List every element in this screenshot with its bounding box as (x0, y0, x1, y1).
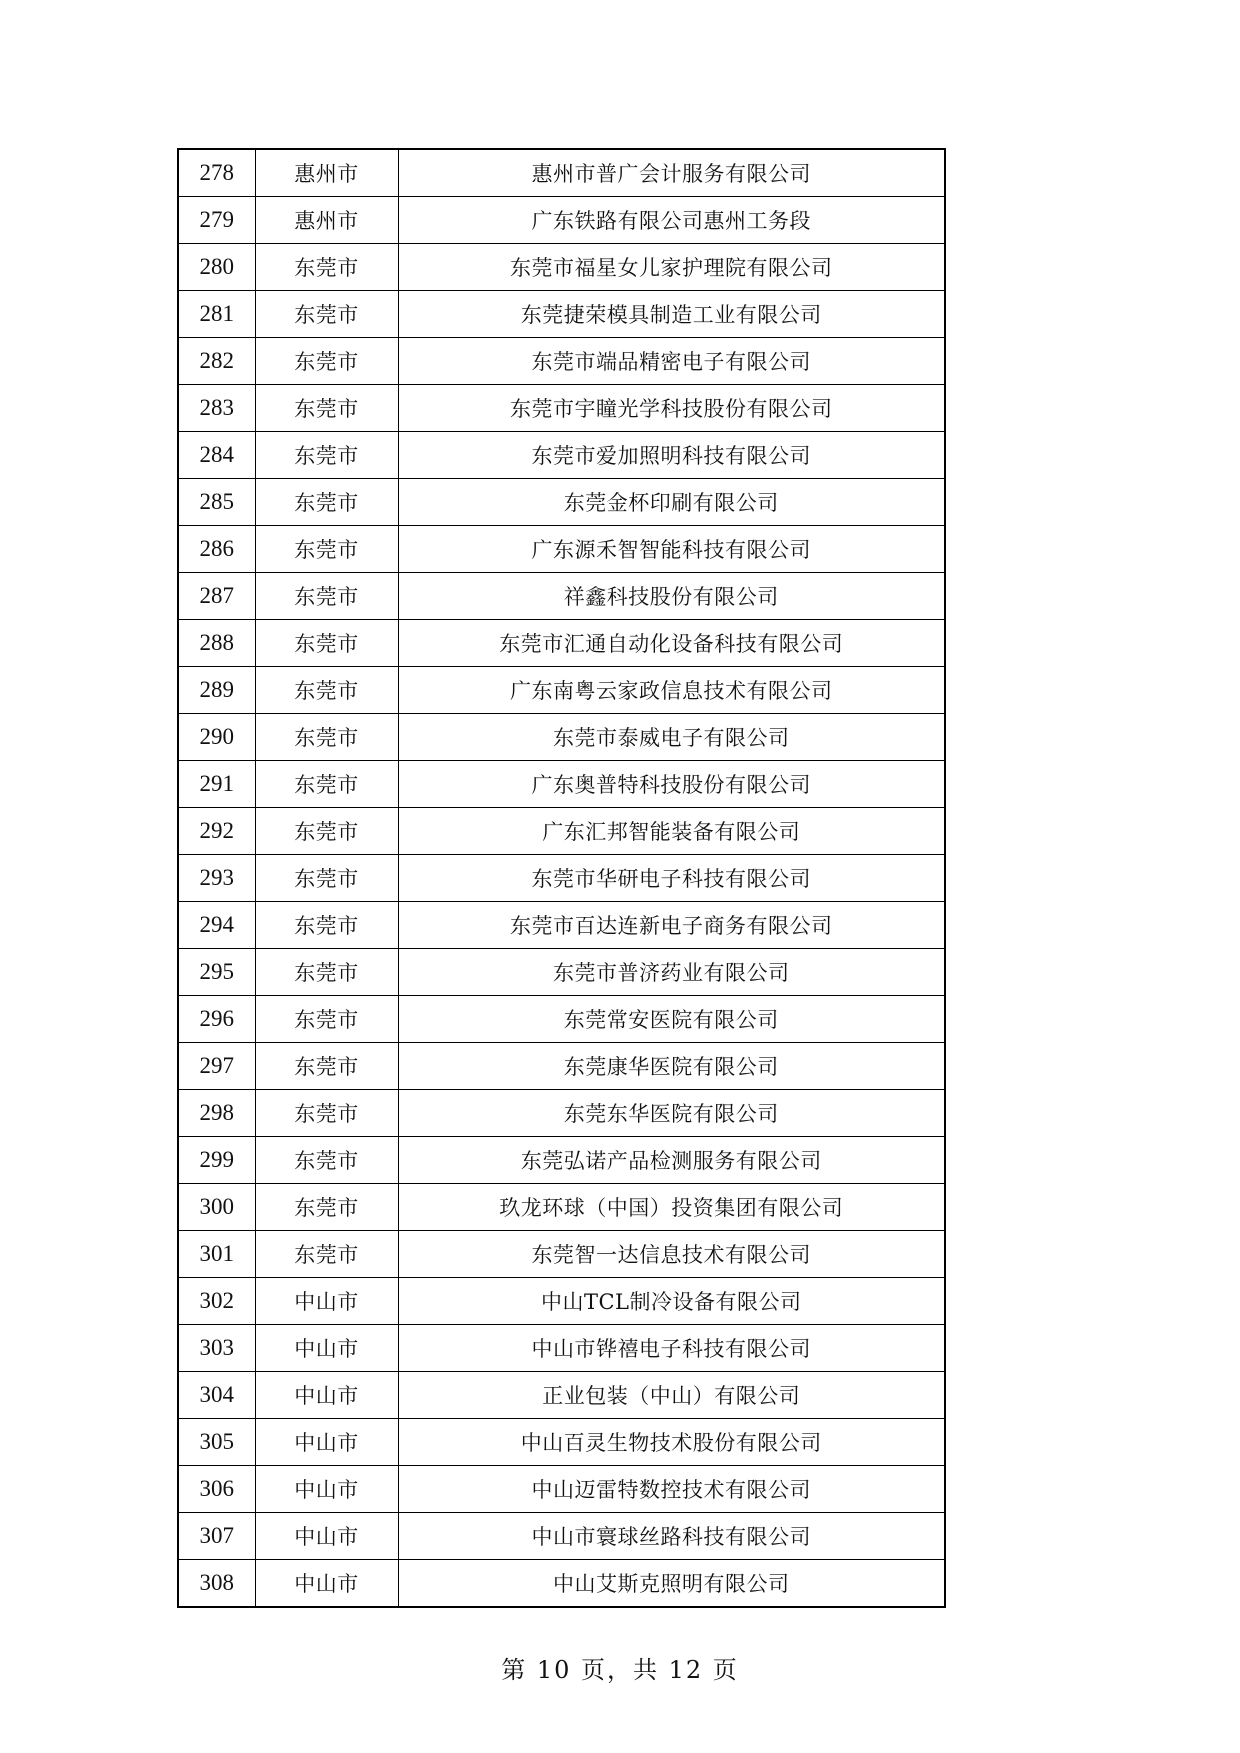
row-company: 中山市寰球丝路科技有限公司 (398, 1513, 945, 1560)
table-row (178, 1560, 945, 1608)
row-company: 东莞市泰威电子有限公司 (398, 714, 945, 761)
row-city: 中山市 (255, 1560, 398, 1608)
row-company: 广东铁路有限公司惠州工务段 (398, 197, 945, 244)
row-city: 东莞市 (255, 949, 398, 996)
row-company: 正业包装（中山）有限公司 (398, 1372, 945, 1419)
row-city: 中山市 (255, 1372, 398, 1419)
row-city: 东莞市 (255, 1137, 398, 1184)
table-row (178, 714, 945, 761)
row-city: 东莞市 (255, 902, 398, 949)
row-city: 东莞市 (255, 855, 398, 902)
row-number: 303 (178, 1325, 255, 1372)
row-company: 东莞康华医院有限公司 (398, 1043, 945, 1090)
row-city: 东莞市 (255, 1231, 398, 1278)
row-company: 广东南粤云家政信息技术有限公司 (398, 667, 945, 714)
row-number: 298 (178, 1090, 255, 1137)
row-company: 东莞智一达信息技术有限公司 (398, 1231, 945, 1278)
table-row (178, 432, 945, 479)
table-row (178, 761, 945, 808)
table-row (178, 526, 945, 573)
row-city: 中山市 (255, 1419, 398, 1466)
row-number: 278 (178, 149, 255, 197)
row-number: 289 (178, 667, 255, 714)
row-company: 广东奥普特科技股份有限公司 (398, 761, 945, 808)
table-row (178, 1090, 945, 1137)
row-city: 中山市 (255, 1513, 398, 1560)
row-company: 玖龙环球（中国）投资集团有限公司 (398, 1184, 945, 1231)
row-company: 东莞市宇瞳光学科技股份有限公司 (398, 385, 945, 432)
row-number: 306 (178, 1466, 255, 1513)
table-row (178, 667, 945, 714)
row-number: 286 (178, 526, 255, 573)
row-city: 东莞市 (255, 338, 398, 385)
table-row (178, 855, 945, 902)
row-number: 299 (178, 1137, 255, 1184)
row-city: 东莞市 (255, 996, 398, 1043)
table-row (178, 1043, 945, 1090)
row-company: 东莞金杯印刷有限公司 (398, 479, 945, 526)
row-company: 祥鑫科技股份有限公司 (398, 573, 945, 620)
row-company: 东莞市爱加照明科技有限公司 (398, 432, 945, 479)
row-company: 东莞弘诺产品检测服务有限公司 (398, 1137, 945, 1184)
table-row (178, 385, 945, 432)
row-company: 中山艾斯克照明有限公司 (398, 1560, 945, 1608)
row-city: 东莞市 (255, 1090, 398, 1137)
row-number: 307 (178, 1513, 255, 1560)
table-row (178, 1372, 945, 1419)
table-row (178, 573, 945, 620)
row-number: 282 (178, 338, 255, 385)
row-number: 300 (178, 1184, 255, 1231)
page-footer: 第 10 页，共 12 页 (501, 1656, 739, 1684)
row-company: 东莞常安医院有限公司 (398, 996, 945, 1043)
row-city: 东莞市 (255, 526, 398, 573)
table-row (178, 620, 945, 667)
row-number: 301 (178, 1231, 255, 1278)
row-number: 288 (178, 620, 255, 667)
row-city: 惠州市 (255, 197, 398, 244)
row-number: 280 (178, 244, 255, 291)
row-company: 东莞市百达连新电子商务有限公司 (398, 902, 945, 949)
table-row (178, 996, 945, 1043)
table-row (178, 338, 945, 385)
row-number: 290 (178, 714, 255, 761)
row-city: 中山市 (255, 1325, 398, 1372)
row-company: 中山市铧禧电子科技有限公司 (398, 1325, 945, 1372)
row-company: 中山迈雷特数控技术有限公司 (398, 1466, 945, 1513)
table-row (178, 1466, 945, 1513)
row-number: 308 (178, 1560, 255, 1608)
row-company: 惠州市普广会计服务有限公司 (398, 149, 945, 197)
table-row (178, 291, 945, 338)
row-company: 广东源禾智智能科技有限公司 (398, 526, 945, 573)
table-row (178, 244, 945, 291)
row-number: 292 (178, 808, 255, 855)
row-company: 东莞捷荣模具制造工业有限公司 (398, 291, 945, 338)
table-row (178, 197, 945, 244)
table-row (178, 1137, 945, 1184)
table-row (178, 1184, 945, 1231)
row-city: 东莞市 (255, 1043, 398, 1090)
row-city: 惠州市 (255, 149, 398, 197)
table-row (178, 808, 945, 855)
table-row (178, 479, 945, 526)
row-city: 东莞市 (255, 667, 398, 714)
table-row (178, 1419, 945, 1466)
row-city: 东莞市 (255, 573, 398, 620)
row-number: 294 (178, 902, 255, 949)
table-row (178, 902, 945, 949)
row-city: 东莞市 (255, 479, 398, 526)
row-number: 302 (178, 1278, 255, 1325)
row-number: 305 (178, 1419, 255, 1466)
row-number: 281 (178, 291, 255, 338)
row-company: 东莞东华医院有限公司 (398, 1090, 945, 1137)
row-city: 东莞市 (255, 291, 398, 338)
row-city: 东莞市 (255, 714, 398, 761)
row-number: 279 (178, 197, 255, 244)
row-city: 东莞市 (255, 1184, 398, 1231)
row-company: 东莞市福星女儿家护理院有限公司 (398, 244, 945, 291)
row-number: 291 (178, 761, 255, 808)
row-number: 285 (178, 479, 255, 526)
row-city: 东莞市 (255, 432, 398, 479)
row-number: 293 (178, 855, 255, 902)
row-company: 东莞市汇通自动化设备科技有限公司 (398, 620, 945, 667)
row-city: 中山市 (255, 1466, 398, 1513)
row-number: 304 (178, 1372, 255, 1419)
table-row (178, 1231, 945, 1278)
row-city: 东莞市 (255, 808, 398, 855)
table-row (178, 1278, 945, 1325)
row-company: 东莞市华研电子科技有限公司 (398, 855, 945, 902)
row-city: 东莞市 (255, 244, 398, 291)
table-row (178, 1325, 945, 1372)
table-row (178, 949, 945, 996)
row-city: 东莞市 (255, 620, 398, 667)
company-list-table (177, 148, 946, 1608)
row-number: 297 (178, 1043, 255, 1090)
row-number: 287 (178, 573, 255, 620)
row-company: 中山百灵生物技术股份有限公司 (398, 1419, 945, 1466)
row-number: 296 (178, 996, 255, 1043)
table-row (178, 1513, 945, 1560)
table-row (178, 149, 945, 197)
table-body (178, 149, 945, 1607)
row-city: 东莞市 (255, 761, 398, 808)
row-number: 295 (178, 949, 255, 996)
row-number: 283 (178, 385, 255, 432)
row-company: 中山TCL制冷设备有限公司 (398, 1278, 945, 1325)
row-city: 中山市 (255, 1278, 398, 1325)
row-company: 东莞市端品精密电子有限公司 (398, 338, 945, 385)
row-company: 广东汇邦智能装备有限公司 (398, 808, 945, 855)
row-number: 284 (178, 432, 255, 479)
row-company: 东莞市普济药业有限公司 (398, 949, 945, 996)
row-city: 东莞市 (255, 385, 398, 432)
